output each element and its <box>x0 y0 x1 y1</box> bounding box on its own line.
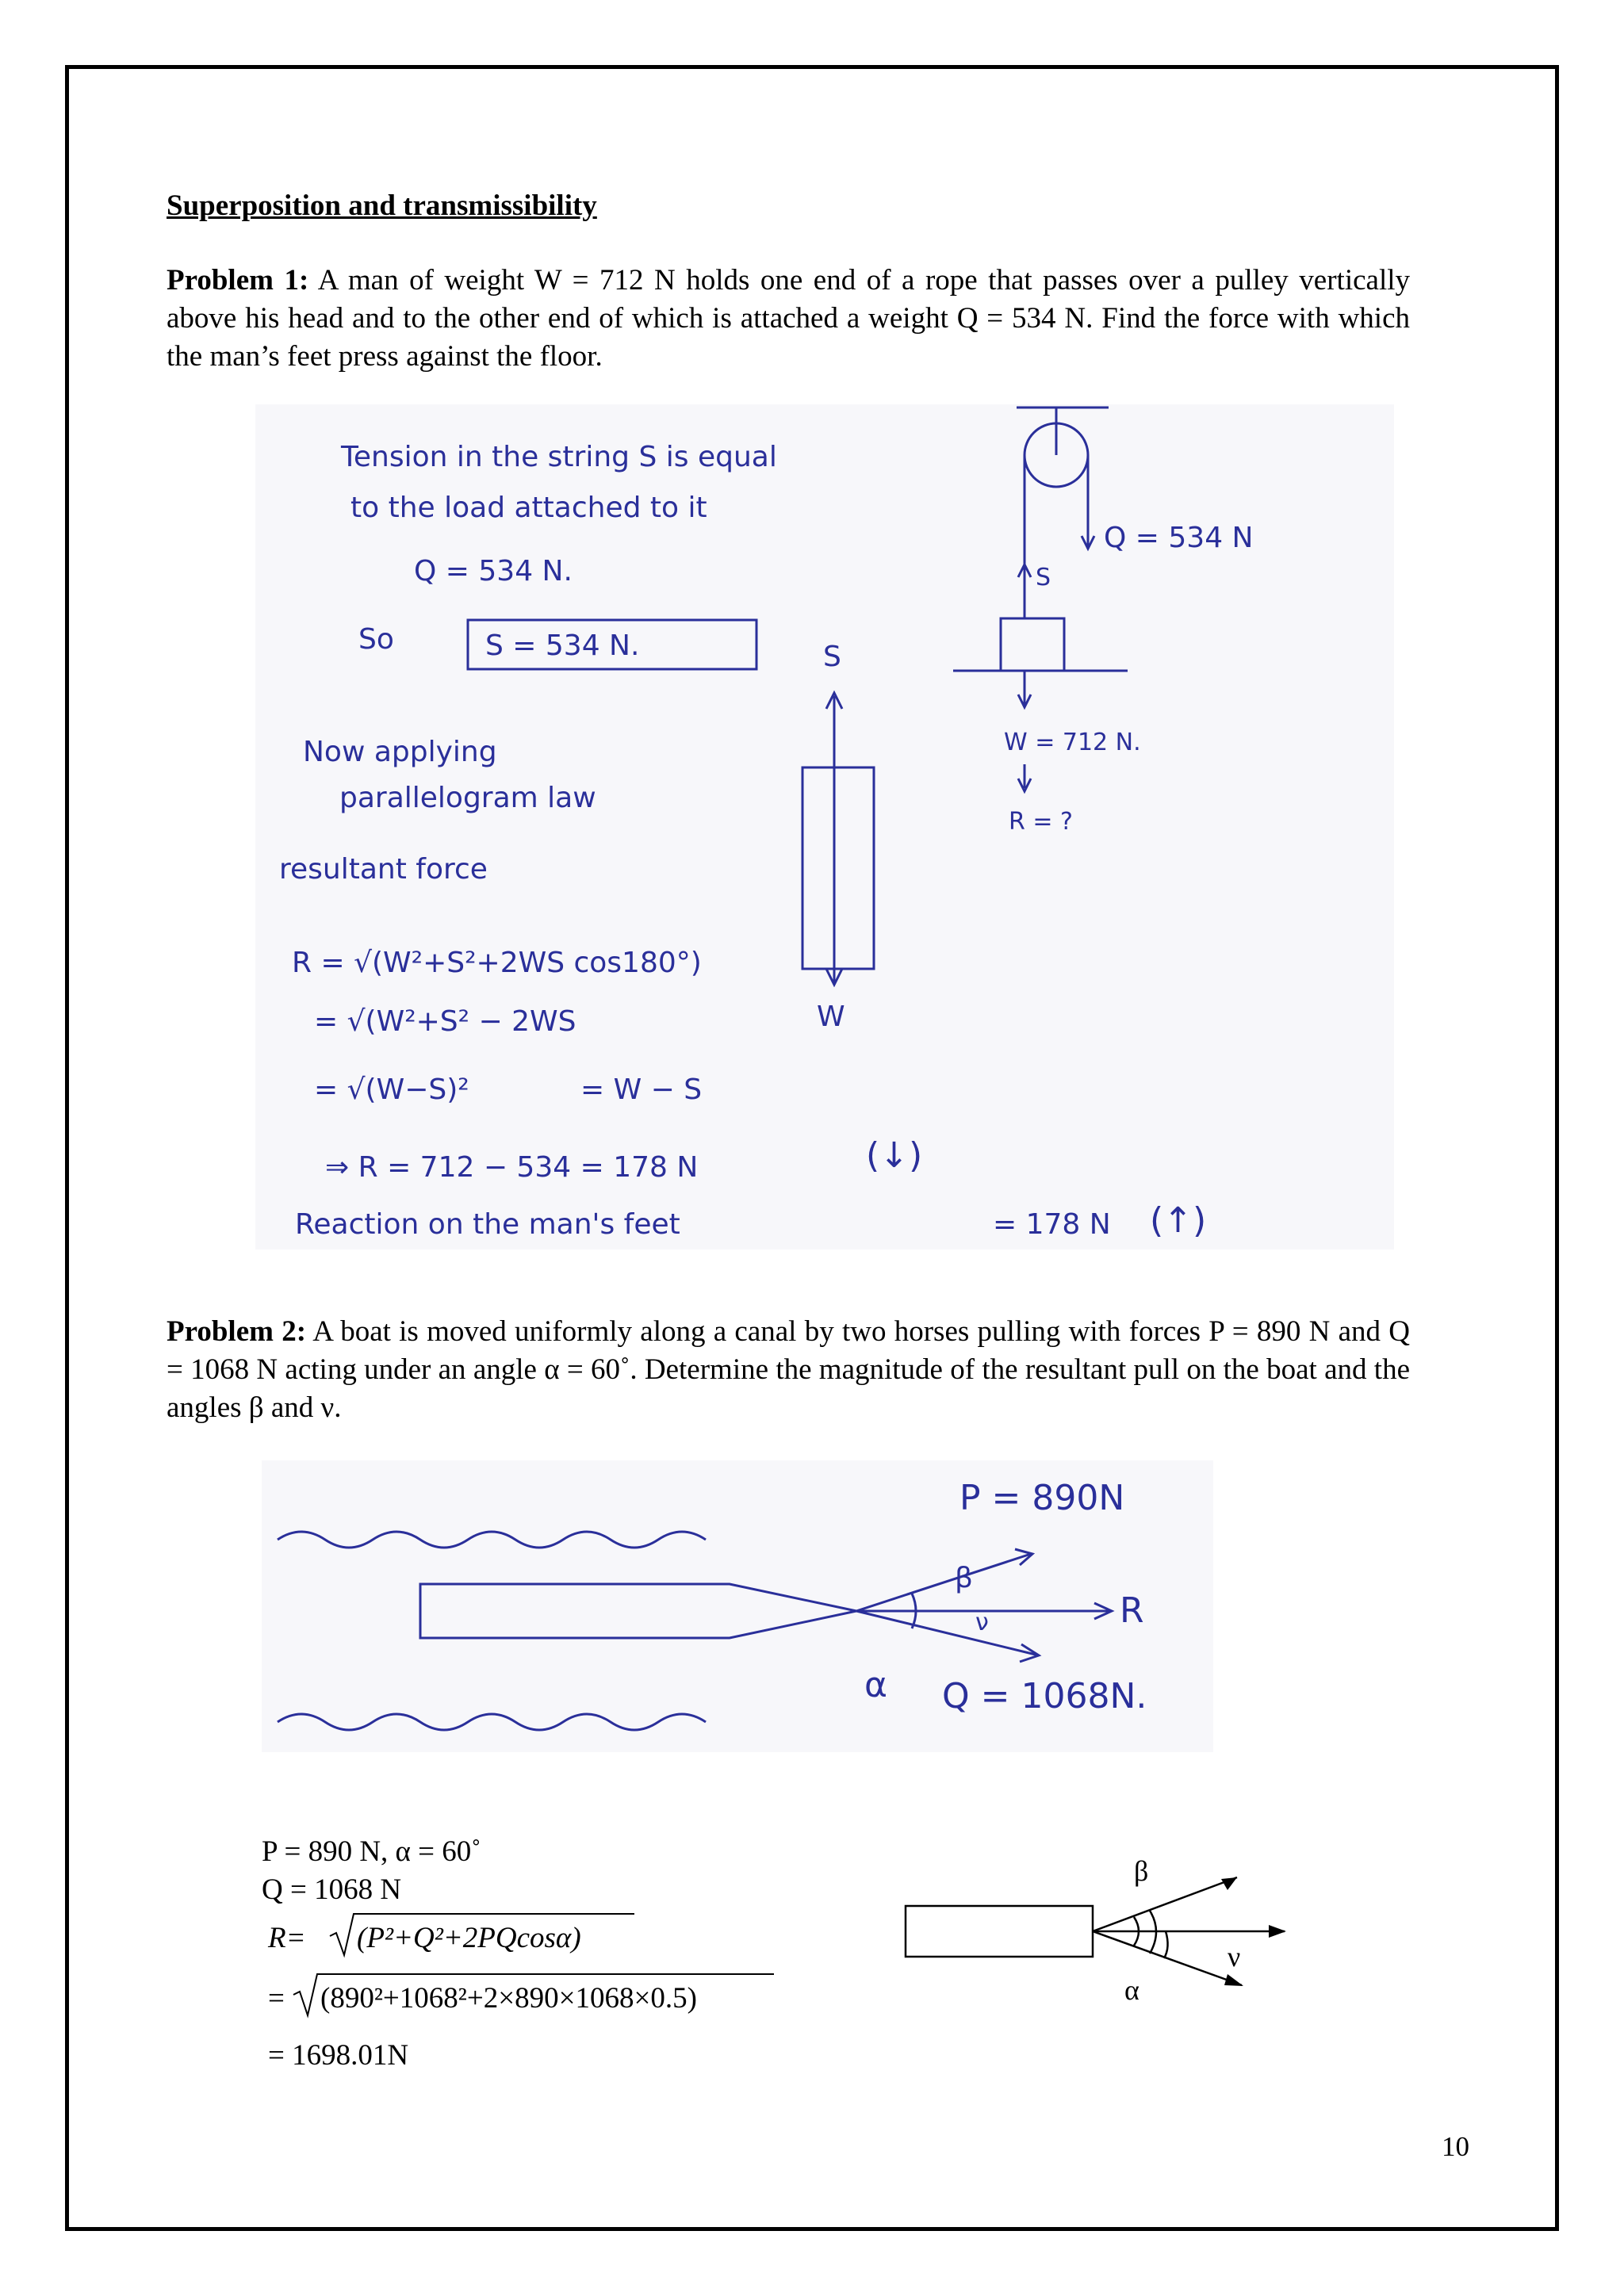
canal-bank <box>278 1714 706 1730</box>
sketch-label-r: R <box>1120 1590 1144 1631</box>
section-title: Superposition and transmissibility <box>167 189 597 222</box>
diagram-label-beta: β <box>1134 1855 1149 1887</box>
man-block <box>1001 618 1064 671</box>
sol1-line: = W − S <box>580 1073 703 1106</box>
page-number: 10 <box>1442 2131 1469 2162</box>
force-p-line <box>856 1554 1031 1611</box>
sketch-label-beta: β <box>955 1562 973 1594</box>
pulley-label-r: R = ? <box>1009 808 1073 836</box>
fig-label-w: W <box>817 1001 845 1033</box>
calc-line-2: Q = 1068 N <box>262 1873 402 1906</box>
calc-formulas <box>254 1906 809 2096</box>
sketch-label-nu: ν <box>975 1609 989 1636</box>
sol1-line: to the load attached to it <box>350 492 707 524</box>
arrow-icon <box>1269 1925 1286 1938</box>
sol1-line: resultant force <box>279 853 488 886</box>
pulley-label-w: W = 712 N. <box>1004 729 1141 756</box>
sketch-label-q: Q = 1068N. <box>942 1676 1147 1716</box>
boat-sketch-scan <box>262 1460 1213 1752</box>
sol1-line: Reaction on the man's feet <box>295 1208 680 1241</box>
diagram-label-nu: ν <box>1228 1941 1241 1973</box>
diagram-label-alpha: α <box>1124 1974 1139 2006</box>
calc-r-formula: (P²+Q²+2PQcosα) <box>357 1922 581 1954</box>
sol1-line: parallelogram law <box>339 782 596 814</box>
calc-line-1: P = 890 N, α = 60˚ <box>262 1835 481 1868</box>
boat-sketch <box>262 1460 1213 1752</box>
calc-r-prefix: R= <box>268 1922 306 1954</box>
calc-eq-prefix: = <box>268 1982 285 2015</box>
angle-arc <box>1164 1931 1168 1958</box>
solution-1-scan <box>255 404 1394 1249</box>
sol1-line: Q = 534 N. <box>414 555 573 587</box>
problem-1-statement <box>167 262 1410 376</box>
pulley-label-q: Q = 534 N <box>1104 522 1254 554</box>
problem-2-statement <box>167 1313 1410 1427</box>
arrow-icon <box>1224 1974 1243 1986</box>
canal-bank <box>278 1532 706 1548</box>
man-body-rect <box>802 767 874 969</box>
sketch-label-p: P = 890N <box>959 1478 1125 1518</box>
fig-label-s: S <box>823 641 841 673</box>
calc-result: = 1698.01N <box>268 2039 409 2072</box>
problem-2-label: Problem 2: <box>167 1315 307 1348</box>
sol1-line: (↑) <box>1150 1200 1207 1241</box>
boxed-answer: S = 534 N. <box>485 629 640 662</box>
sketch-label-alpha: α <box>864 1665 888 1705</box>
sol1-line: = √(W²+S² − 2WS <box>314 1005 576 1038</box>
force-q-line <box>856 1611 1039 1655</box>
vector-diagram <box>896 1847 1308 2030</box>
sol1-line: (↓) <box>866 1135 923 1176</box>
problem-1-text: A man of weight W = 712 N holds one end of a rope that passes over a pulley vertically above his head and to the other end of which is attached a weight Q = 534 N. Find the force with which the man’s feet press against the floor. <box>167 264 1411 373</box>
boat-rect <box>906 1906 1093 1957</box>
problem-1-label: Problem 1: <box>167 264 309 297</box>
sol1-line: So <box>358 623 394 656</box>
sol1-line: ⇒ R = 712 − 534 = 178 N <box>325 1151 699 1184</box>
sol1-line: R = √(W²+S²+2WS cos180°) <box>292 947 702 979</box>
pulley-label-s: S <box>1036 564 1051 591</box>
sol1-line: Now applying <box>303 736 497 768</box>
calc-eq-formula: (890²+1068²+2×890×1068×0.5) <box>320 1982 697 2015</box>
boat-outline <box>420 1584 856 1638</box>
problem-2-text: A boat is moved uniformly along a canal by two horses pulling with forces P = 890 N and Q = 1068 N acting under an angle α = 60˚. Determine the magnitude of the resultant pull on the boat and the angles β and ν. <box>167 1315 1410 1424</box>
force-p-vector <box>1093 1877 1237 1931</box>
sol1-line: = 178 N <box>993 1208 1111 1241</box>
arrow-icon <box>1221 1877 1237 1890</box>
sol1-line: = √(W−S)² <box>314 1073 469 1106</box>
sol1-line: Tension in the string S is equal <box>341 441 777 473</box>
solution-1-sketch <box>255 404 1394 1249</box>
